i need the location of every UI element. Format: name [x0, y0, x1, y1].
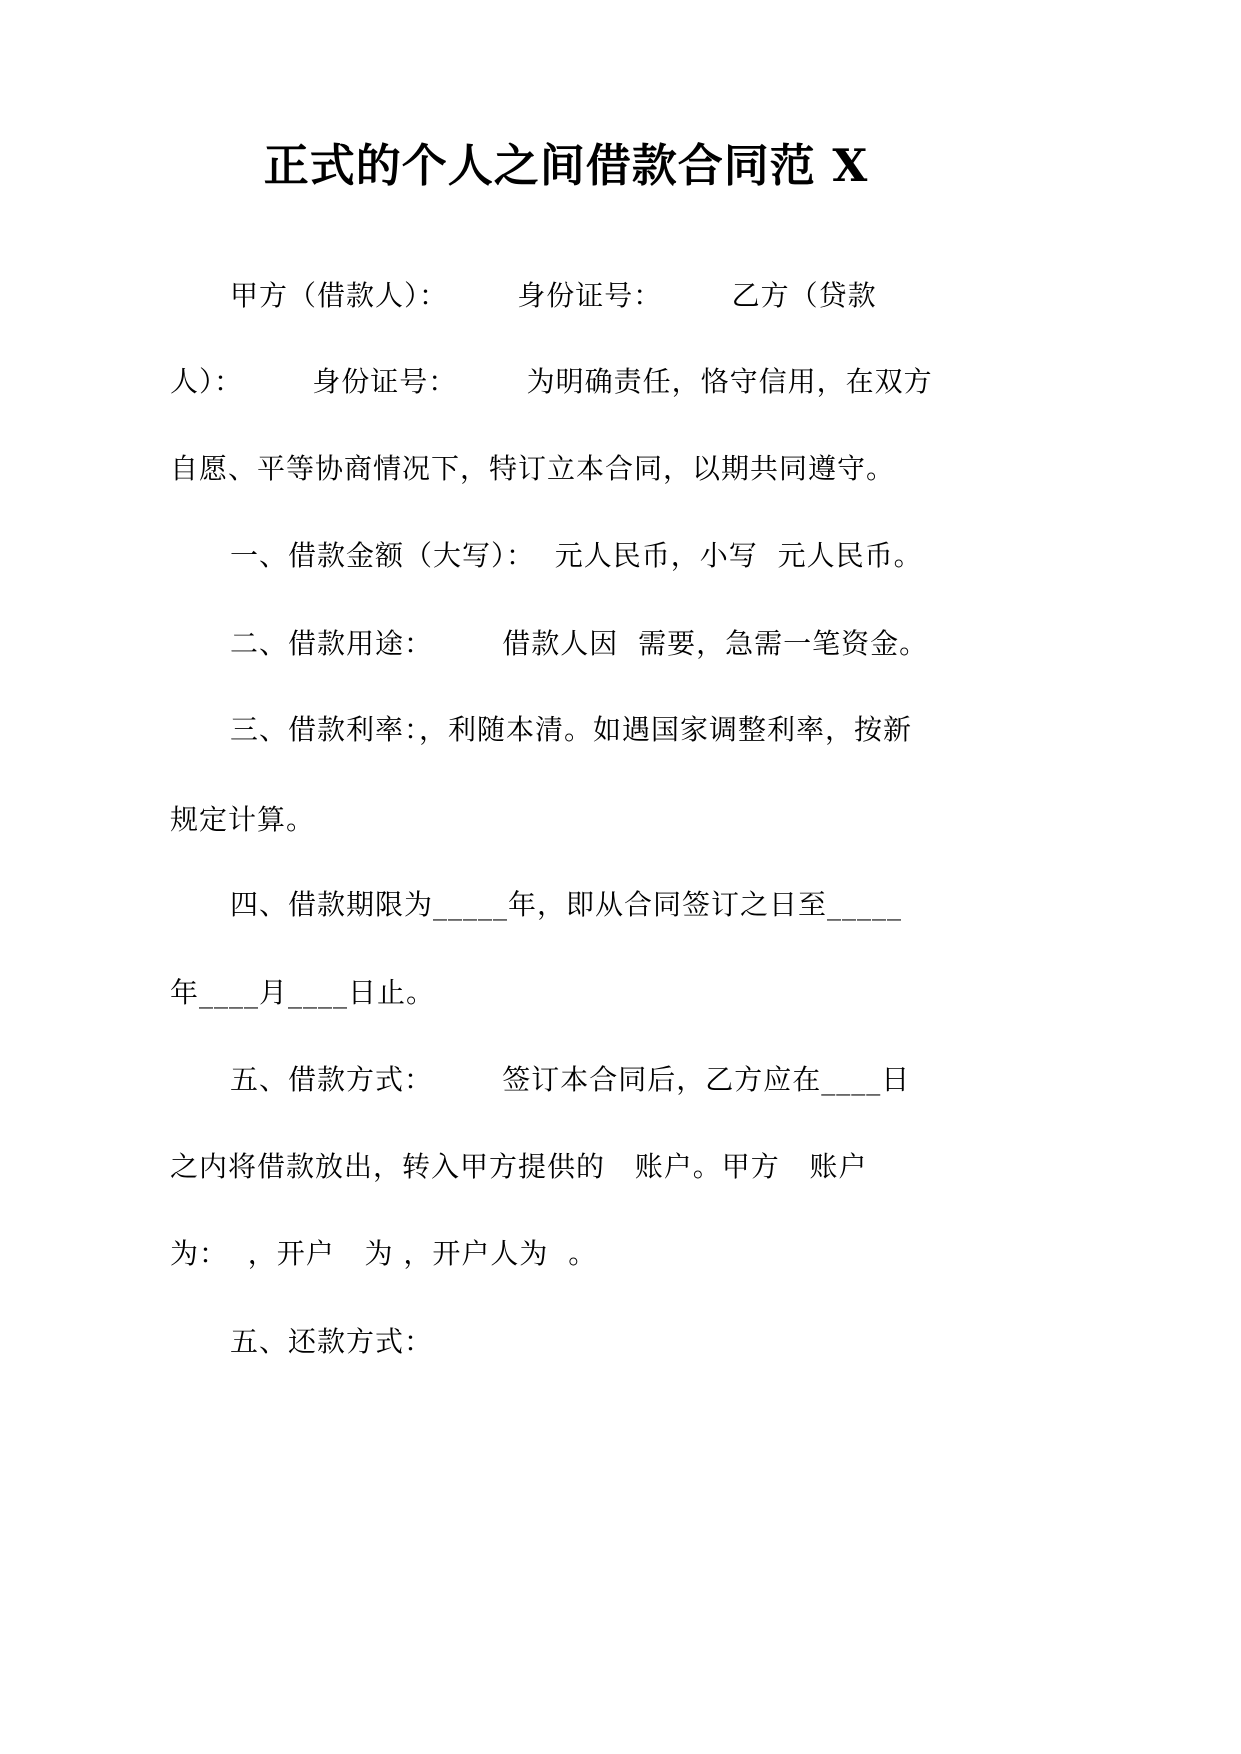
paragraph-line: 年____月____日止。 [170, 976, 436, 1009]
paragraph-line: 为： ，开户 为 ，开户人为 。 [170, 1237, 598, 1270]
paragraph-line: 规定计算。 [170, 803, 316, 836]
document-title: 正式的个人之间借款合同范 X [263, 139, 869, 192]
paragraph-line: 五、还款方式： [230, 1325, 434, 1358]
paragraph-line: 四、借款期限为_____年，即从合同签订之日至_____ [230, 888, 903, 921]
paragraph-line: 二、借款用途： 借款人因 需要，急需一笔资金。 [230, 627, 929, 660]
paragraph-line: 之内将借款放出，转入甲方提供的 账户。甲方 账户 [170, 1150, 868, 1183]
paragraph-line: 一、借款金额（大写）： 元人民币，小写 元人民币。 [230, 539, 923, 572]
paragraph-line: 五、借款方式： 签订本合同后，乙方应在____日 [230, 1063, 911, 1096]
paragraph-line: 甲方（借款人）： 身份证号： 乙方（贷款 [230, 279, 877, 312]
paragraph-line: 自愿、平等协商情况下，特订立本合同，以期共同遵守。 [170, 452, 896, 485]
paragraph-line: 人）： 身份证号： 为明确责任，恪守信用，在双方 [170, 365, 933, 398]
paragraph-line: 三、借款利率：，利随本清。如遇国家调整利率，按新 [230, 713, 913, 746]
